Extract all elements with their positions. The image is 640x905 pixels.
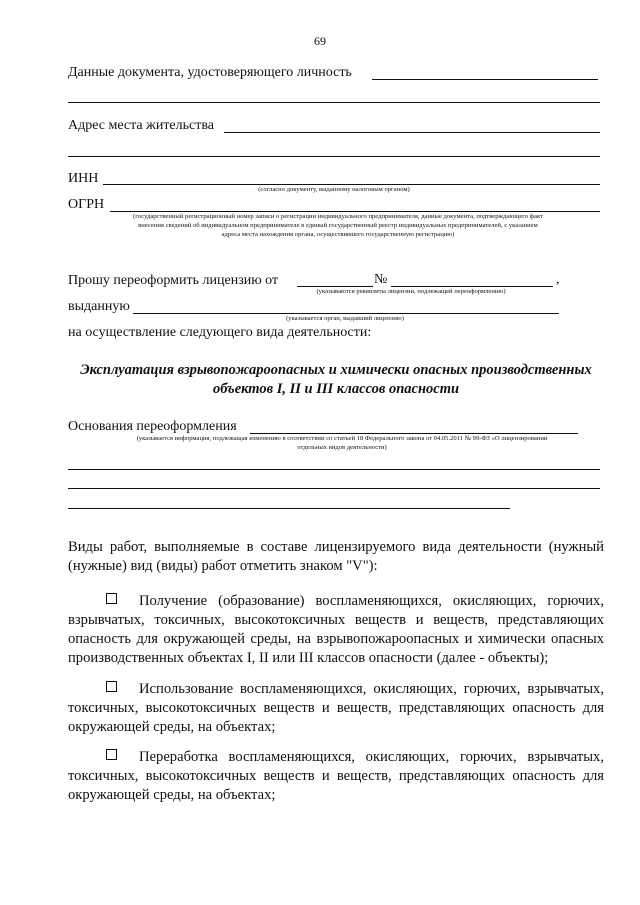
- address-input-line[interactable]: [224, 132, 600, 133]
- license-note: (указываются реквизиты лицензии, подлежащей переоформлению): [316, 288, 506, 295]
- ogrn-note-2: внесения сведений об индивидуальном предпринимателе в единый государственный реестр индивидуальных предпринимателей, с указанием: [138, 222, 538, 229]
- work-types-intro: Виды работ, выполняемые в составе лицензируемого вида деятельности (нужный (нужные) вид (виды) работ отметить знаком "V"):: [68, 539, 604, 574]
- work-type-item-3-text: Переработка воспламеняющихся, окисляющих, горючих, взрывчатых, токсичных, высокотоксичных веществ и веществ, представляющих опасность для окружающей среды, на объектах;: [68, 749, 604, 803]
- inn-note: (согласно документу, выданному налоговым органом): [258, 186, 410, 193]
- inn-input-line[interactable]: [103, 184, 600, 185]
- activity-intro: на осуществление следующего вида деятельности:: [68, 325, 372, 340]
- number-sign: №: [374, 272, 388, 287]
- address-input-line-2[interactable]: [68, 156, 600, 157]
- grounds-note-1: (указывается информация, подлежащая изменению в соответствии со статьей 18 Федерального закона от 04.05.2011 № 99-ФЗ «О лицензировании: [136, 435, 548, 442]
- page-number: 69: [314, 34, 326, 48]
- identity-doc-input-line[interactable]: [372, 79, 598, 80]
- comma: ,: [556, 272, 560, 287]
- work-type-item-1: [68, 592, 604, 668]
- work-type-item-2-text: Использование воспламеняющихся, окисляющих, горючих, взрывчатых, токсичных, высокотоксичных веществ и веществ, представляющих опасность для окружающей среды, на объектах;: [68, 681, 604, 735]
- grounds-note-2: отдельных видов деятельности): [297, 444, 387, 451]
- work-type-item-1-text: Получение (образование) воспламеняющихся, окисляющих, горючих, взрывчатых, токсичных, высокотоксичных веществ и веществ, представляющих опасность для окружающей среды, на взрывопожароопасных и химически опасных производственных объектах I, II или III классов опасности (далее - объекты);: [68, 593, 604, 666]
- grounds-label: Основания переоформления: [68, 419, 237, 434]
- checkbox-3[interactable]: [106, 749, 117, 760]
- issuer-note: (указывается орган, выдавший лицензию): [286, 315, 404, 322]
- reissue-label: Прошу переоформить лицензию от: [68, 273, 279, 288]
- work-type-item-2: [68, 680, 604, 737]
- ogrn-note-1: (государственный регистрационный номер записи о регистрации индивидуального предпринимателя, данные документа, подтверждающего факт: [133, 213, 543, 220]
- ogrn-note-3: адреса места нахождения органа, осуществившего государственную регистрацию): [221, 231, 455, 238]
- ogrn-input-line[interactable]: [110, 211, 600, 212]
- grounds-input-line-2[interactable]: [68, 469, 600, 470]
- activity-title-line-2: объектов I, II и III классов опасности: [212, 381, 460, 397]
- license-date-input-line[interactable]: [297, 286, 373, 287]
- grounds-input-line[interactable]: [250, 433, 578, 434]
- identity-doc-input-line-2[interactable]: [68, 102, 600, 103]
- address-label: Адрес места жительства: [68, 118, 214, 133]
- activity-title-line-1: Эксплуатация взрывопожароопасных и химически опасных производственных: [80, 362, 592, 378]
- checkbox-2[interactable]: [106, 681, 117, 692]
- ogrn-label: ОГРН: [68, 197, 105, 212]
- issued-label: выданную: [68, 299, 130, 314]
- issuer-input-line[interactable]: [133, 313, 559, 314]
- inn-label: ИНН: [68, 171, 99, 186]
- work-type-item-3: [68, 748, 604, 805]
- grounds-input-line-4[interactable]: [68, 508, 510, 509]
- license-number-input-line[interactable]: [391, 286, 553, 287]
- grounds-input-line-3[interactable]: [68, 488, 600, 489]
- checkbox-1[interactable]: [106, 593, 117, 604]
- identity-doc-label: Данные документа, удостоверяющего личность: [68, 65, 352, 80]
